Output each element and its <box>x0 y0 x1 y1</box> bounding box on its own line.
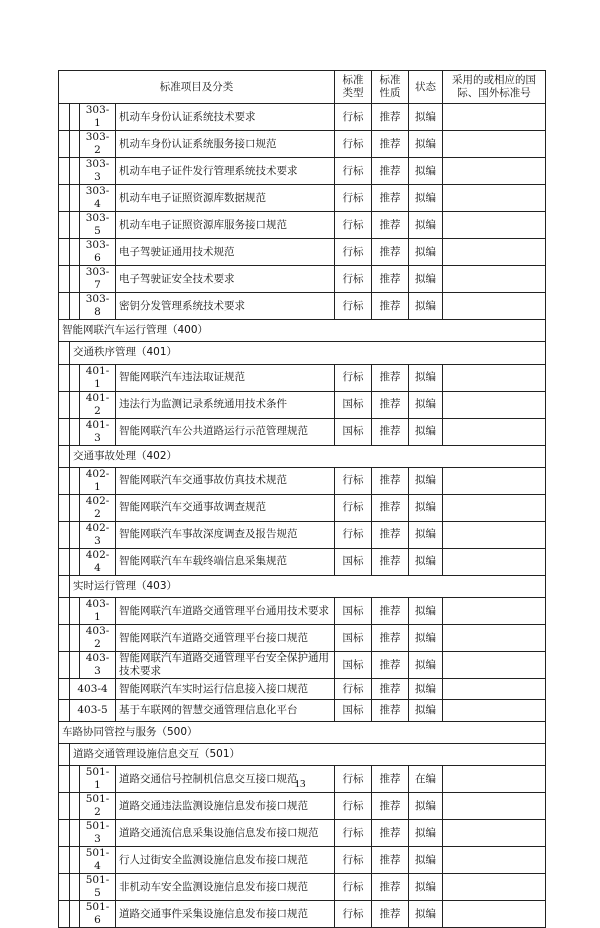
indent-cell <box>59 679 70 700</box>
name-cell: 智能网联汽车交通事故调查规范 <box>116 494 335 521</box>
ref-cell <box>443 793 546 820</box>
status-cell: 拟编 <box>409 598 443 625</box>
status-cell: 拟编 <box>409 185 443 212</box>
table-row <box>59 521 546 548</box>
status-cell: 拟编 <box>409 901 443 928</box>
code-cell: 303-4 <box>80 185 116 212</box>
table-row <box>59 418 546 445</box>
nature-cell: 推荐 <box>372 185 409 212</box>
table-row <box>59 185 546 212</box>
ref-cell <box>443 652 546 679</box>
code-cell: 501-1 <box>80 766 116 793</box>
subcategory-label: 交通事故处理（402） <box>70 445 546 467</box>
ref-cell <box>443 679 546 700</box>
indent-cell <box>59 467 70 494</box>
subcategory-label: 道路交通管理设施信息交互（501） <box>70 744 546 766</box>
ref-cell <box>443 364 546 391</box>
name-cell: 电子驾驶证通用技术规范 <box>116 239 335 266</box>
indent-cell <box>59 342 70 364</box>
code-cell: 501-3 <box>80 820 116 847</box>
name-cell: 智能网联汽车公共道路运行示范管理规范 <box>116 418 335 445</box>
nature-cell: 推荐 <box>372 104 409 131</box>
nature-cell: 推荐 <box>372 548 409 575</box>
table-row <box>59 874 546 901</box>
status-cell: 拟编 <box>409 131 443 158</box>
nature-cell: 推荐 <box>372 239 409 266</box>
indent-cell <box>59 364 70 391</box>
ref-cell <box>443 700 546 721</box>
status-cell: 拟编 <box>409 847 443 874</box>
type-cell: 国标 <box>335 418 372 445</box>
indent-cell <box>70 418 80 445</box>
name-cell: 非机动车安全监测设施信息发布接口规范 <box>116 874 335 901</box>
name-cell: 密钥分发管理系统技术要求 <box>116 293 335 320</box>
status-cell: 拟编 <box>409 239 443 266</box>
type-cell: 行标 <box>335 793 372 820</box>
nature-cell: 推荐 <box>372 625 409 652</box>
category-label: 车路协同管控与服务（500） <box>59 721 546 743</box>
name-cell: 基于车联网的智慧交通管理信息化平台 <box>116 700 335 721</box>
ref-cell <box>443 847 546 874</box>
ref-cell <box>443 293 546 320</box>
indent-cell <box>59 185 70 212</box>
name-cell: 违法行为监测记录系统通用技术条件 <box>116 391 335 418</box>
ref-cell <box>443 266 546 293</box>
ref-cell <box>443 391 546 418</box>
code-cell: 402-1 <box>80 467 116 494</box>
status-cell: 拟编 <box>409 391 443 418</box>
name-cell: 行人过街安全监测设施信息发布接口规范 <box>116 847 335 874</box>
nature-cell: 推荐 <box>372 212 409 239</box>
nature-cell: 推荐 <box>372 652 409 679</box>
header-type: 标准类型 <box>335 71 372 104</box>
status-cell: 拟编 <box>409 820 443 847</box>
name-cell: 智能网联汽车事故深度调查及报告规范 <box>116 521 335 548</box>
table-row <box>59 598 546 625</box>
type-cell: 国标 <box>335 598 372 625</box>
indent-cell <box>70 239 80 266</box>
subcategory-row <box>59 744 546 766</box>
indent-cell <box>59 521 70 548</box>
type-cell: 国标 <box>335 652 372 679</box>
nature-cell: 推荐 <box>372 418 409 445</box>
code-cell: 303-5 <box>80 212 116 239</box>
name-cell: 智能网联汽车道路交通管理平台安全保护通用技术要求 <box>116 652 335 679</box>
code-cell: 501-5 <box>80 874 116 901</box>
type-cell: 行标 <box>335 874 372 901</box>
indent-cell <box>59 418 70 445</box>
nature-cell: 推荐 <box>372 847 409 874</box>
name-cell: 智能网联汽车车载终端信息采集规范 <box>116 548 335 575</box>
nature-cell: 推荐 <box>372 293 409 320</box>
indent-cell <box>59 598 70 625</box>
indent-cell <box>70 625 80 652</box>
type-cell: 行标 <box>335 185 372 212</box>
indent-cell <box>59 391 70 418</box>
code-cell: 501-2 <box>80 793 116 820</box>
type-cell: 行标 <box>335 847 372 874</box>
indent-cell <box>70 364 80 391</box>
ref-cell <box>443 418 546 445</box>
code-cell: 401-2 <box>80 391 116 418</box>
indent-cell <box>59 874 70 901</box>
table-row <box>59 901 546 928</box>
table-row <box>59 293 546 320</box>
indent-cell <box>70 793 80 820</box>
type-cell: 国标 <box>335 625 372 652</box>
ref-cell <box>443 494 546 521</box>
type-cell: 行标 <box>335 239 372 266</box>
ref-cell <box>443 521 546 548</box>
status-cell: 拟编 <box>409 874 443 901</box>
table-row <box>59 158 546 185</box>
indent-cell <box>70 874 80 901</box>
nature-cell: 推荐 <box>372 131 409 158</box>
table-header-row <box>59 71 546 104</box>
status-cell: 拟编 <box>409 652 443 679</box>
table-row <box>59 652 546 679</box>
indent-cell <box>59 793 70 820</box>
nature-cell: 推荐 <box>372 598 409 625</box>
header-nature: 标准性质 <box>372 71 409 104</box>
ref-cell <box>443 625 546 652</box>
name-cell: 道路交通违法监测设施信息发布接口规范 <box>116 793 335 820</box>
indent-cell <box>59 131 70 158</box>
status-cell: 拟编 <box>409 521 443 548</box>
nature-cell: 推荐 <box>372 266 409 293</box>
indent-cell <box>70 104 80 131</box>
indent-cell <box>59 104 70 131</box>
ref-cell <box>443 467 546 494</box>
nature-cell: 推荐 <box>372 679 409 700</box>
table-row <box>59 212 546 239</box>
table-row <box>59 104 546 131</box>
status-cell: 拟编 <box>409 679 443 700</box>
type-cell: 行标 <box>335 266 372 293</box>
code-cell: 303-1 <box>80 104 116 131</box>
table-row <box>59 625 546 652</box>
table-row <box>59 679 546 700</box>
type-cell: 行标 <box>335 901 372 928</box>
type-cell: 行标 <box>335 212 372 239</box>
status-cell: 拟编 <box>409 266 443 293</box>
type-cell: 行标 <box>335 820 372 847</box>
table-row <box>59 364 546 391</box>
subcategory-row <box>59 342 546 364</box>
indent-cell <box>70 494 80 521</box>
table-row <box>59 391 546 418</box>
type-cell: 国标 <box>335 700 372 721</box>
indent-cell <box>70 598 80 625</box>
ref-cell <box>443 158 546 185</box>
type-cell: 行标 <box>335 494 372 521</box>
type-cell: 行标 <box>335 104 372 131</box>
nature-cell: 推荐 <box>372 700 409 721</box>
header-status: 状态 <box>409 71 443 104</box>
name-cell: 智能网联汽车道路交通管理平台通用技术要求 <box>116 598 335 625</box>
nature-cell: 推荐 <box>372 820 409 847</box>
code-cell: 403-4 <box>70 679 116 700</box>
name-cell: 机动车电子证照资源库服务接口规范 <box>116 212 335 239</box>
status-cell: 拟编 <box>409 364 443 391</box>
page-number: 13 <box>294 778 306 790</box>
indent-cell <box>70 652 80 679</box>
nature-cell: 推荐 <box>372 364 409 391</box>
type-cell: 行标 <box>335 679 372 700</box>
code-cell: 303-2 <box>80 131 116 158</box>
indent-cell <box>59 652 70 679</box>
name-cell: 道路交通流信息采集设施信息发布接口规范 <box>116 820 335 847</box>
type-cell: 国标 <box>335 391 372 418</box>
indent-cell <box>59 494 70 521</box>
indent-cell <box>59 212 70 239</box>
status-cell: 拟编 <box>409 212 443 239</box>
status-cell: 在编 <box>409 766 443 793</box>
code-cell: 403-2 <box>80 625 116 652</box>
status-cell: 拟编 <box>409 700 443 721</box>
ref-cell <box>443 874 546 901</box>
indent-cell <box>70 391 80 418</box>
nature-cell: 推荐 <box>372 467 409 494</box>
name-cell: 道路交通信号控制机信息交互接口规范 <box>116 766 335 793</box>
ref-cell <box>443 131 546 158</box>
category-row <box>59 320 546 342</box>
indent-cell <box>70 901 80 928</box>
name-cell: 机动车身份认证系统技术要求 <box>116 104 335 131</box>
ref-cell <box>443 820 546 847</box>
indent-cell <box>70 548 80 575</box>
header-item: 标准项目及分类 <box>59 71 335 104</box>
type-cell: 行标 <box>335 158 372 185</box>
code-cell: 402-2 <box>80 494 116 521</box>
subcategory-label: 实时运行管理（403） <box>70 575 546 597</box>
indent-cell <box>59 847 70 874</box>
nature-cell: 推荐 <box>372 391 409 418</box>
name-cell: 智能网联汽车违法取证规范 <box>116 364 335 391</box>
indent-cell <box>59 700 70 721</box>
code-cell: 403-3 <box>80 652 116 679</box>
table-row <box>59 548 546 575</box>
type-cell: 行标 <box>335 521 372 548</box>
type-cell: 行标 <box>335 467 372 494</box>
subcategory-row <box>59 445 546 467</box>
code-cell: 401-3 <box>80 418 116 445</box>
status-cell: 拟编 <box>409 494 443 521</box>
type-cell: 行标 <box>335 364 372 391</box>
indent-cell <box>70 212 80 239</box>
indent-cell <box>70 293 80 320</box>
name-cell: 机动车电子证照资源库数据规范 <box>116 185 335 212</box>
code-cell: 303-6 <box>80 239 116 266</box>
indent-cell <box>59 744 70 766</box>
indent-cell <box>70 131 80 158</box>
table-row <box>59 494 546 521</box>
name-cell: 机动车电子证件发行管理系统技术要求 <box>116 158 335 185</box>
table-row <box>59 793 546 820</box>
name-cell: 智能网联汽车道路交通管理平台接口规范 <box>116 625 335 652</box>
code-cell: 403-1 <box>80 598 116 625</box>
indent-cell <box>70 266 80 293</box>
subcategory-label: 交通秩序管理（401） <box>70 342 546 364</box>
status-cell: 拟编 <box>409 158 443 185</box>
indent-cell <box>59 901 70 928</box>
type-cell: 国标 <box>335 548 372 575</box>
indent-cell <box>70 467 80 494</box>
name-cell: 智能网联汽车交通事故仿真技术规范 <box>116 467 335 494</box>
ref-cell <box>443 104 546 131</box>
code-cell: 303-3 <box>80 158 116 185</box>
ref-cell <box>443 239 546 266</box>
name-cell: 道路交通事件采集设施信息发布接口规范 <box>116 901 335 928</box>
indent-cell <box>70 847 80 874</box>
nature-cell: 推荐 <box>372 901 409 928</box>
table-row <box>59 131 546 158</box>
indent-cell <box>59 548 70 575</box>
nature-cell: 推荐 <box>372 793 409 820</box>
code-cell: 501-4 <box>80 847 116 874</box>
code-cell: 303-7 <box>80 266 116 293</box>
indent-cell <box>59 625 70 652</box>
table-row <box>59 820 546 847</box>
table-row <box>59 266 546 293</box>
nature-cell: 推荐 <box>372 158 409 185</box>
indent-cell <box>59 266 70 293</box>
indent-cell <box>59 575 70 597</box>
status-cell: 拟编 <box>409 625 443 652</box>
indent-cell <box>70 158 80 185</box>
status-cell: 拟编 <box>409 104 443 131</box>
ref-cell <box>443 901 546 928</box>
code-cell: 402-4 <box>80 548 116 575</box>
name-cell: 机动车身份认证系统服务接口规范 <box>116 131 335 158</box>
status-cell: 拟编 <box>409 293 443 320</box>
indent-cell <box>59 445 70 467</box>
status-cell: 拟编 <box>409 793 443 820</box>
table-row <box>59 700 546 721</box>
ref-cell <box>443 598 546 625</box>
type-cell: 行标 <box>335 131 372 158</box>
ref-cell <box>443 185 546 212</box>
code-cell: 401-1 <box>80 364 116 391</box>
status-cell: 拟编 <box>409 467 443 494</box>
category-label: 智能网联汽车运行管理（400） <box>59 320 546 342</box>
category-row <box>59 721 546 743</box>
table-row <box>59 239 546 266</box>
ref-cell <box>443 548 546 575</box>
subcategory-row <box>59 575 546 597</box>
ref-cell <box>443 212 546 239</box>
status-cell: 拟编 <box>409 418 443 445</box>
indent-cell <box>70 185 80 212</box>
nature-cell: 推荐 <box>372 494 409 521</box>
indent-cell <box>59 158 70 185</box>
indent-cell <box>59 293 70 320</box>
code-cell: 303-8 <box>80 293 116 320</box>
name-cell: 智能网联汽车实时运行信息接入接口规范 <box>116 679 335 700</box>
indent-cell <box>59 239 70 266</box>
header-ref: 采用的或相应的国际、国外标准号 <box>443 71 546 104</box>
status-cell: 拟编 <box>409 548 443 575</box>
code-cell: 501-6 <box>80 901 116 928</box>
type-cell: 行标 <box>335 766 372 793</box>
code-cell: 403-5 <box>70 700 116 721</box>
indent-cell <box>70 521 80 548</box>
standards-table <box>58 70 546 928</box>
nature-cell: 推荐 <box>372 766 409 793</box>
table-row <box>59 847 546 874</box>
name-cell: 电子驾驶证安全技术要求 <box>116 266 335 293</box>
indent-cell <box>70 820 80 847</box>
nature-cell: 推荐 <box>372 521 409 548</box>
code-cell: 402-3 <box>80 521 116 548</box>
table-row <box>59 467 546 494</box>
type-cell: 行标 <box>335 293 372 320</box>
indent-cell <box>59 820 70 847</box>
nature-cell: 推荐 <box>372 874 409 901</box>
